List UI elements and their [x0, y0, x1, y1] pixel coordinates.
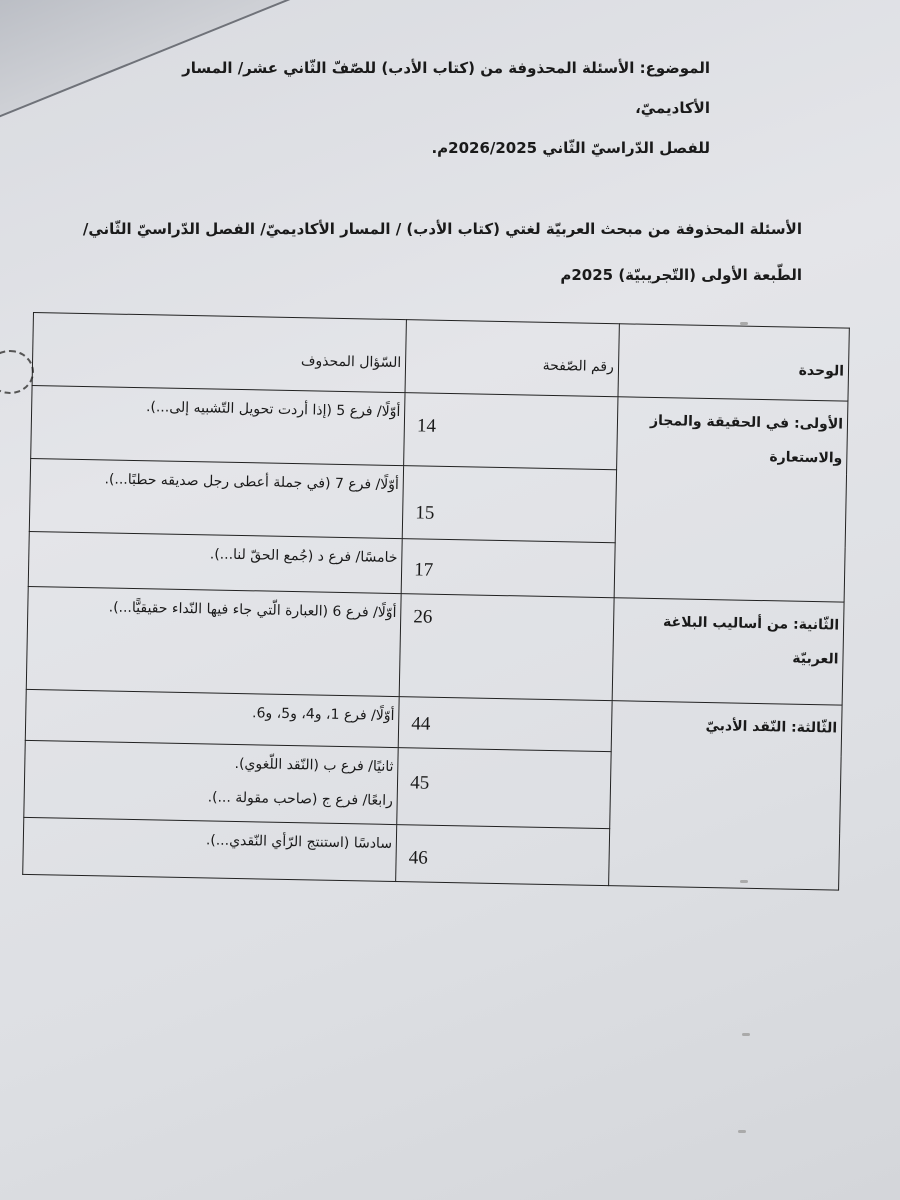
page-cell: 14: [404, 393, 618, 470]
header-page: رقم الصّفحة: [405, 320, 619, 397]
table-heading: [82, 206, 802, 298]
page-cell: 17: [401, 539, 615, 598]
subject-block: [110, 48, 710, 168]
page-cell: 45: [397, 748, 611, 829]
paper-speck: [742, 1033, 750, 1036]
deleted-questions-table: [22, 312, 850, 891]
question-cell: سادسًا (استنتج الرّأي النّقدي...).: [23, 817, 397, 881]
header-unit: الوحدة: [618, 324, 850, 401]
paper-speck: [738, 1130, 746, 1133]
question-cell: [24, 740, 399, 824]
question-cell: أوّلًا/ فرع 1، و4، و5، و6.: [25, 689, 399, 747]
heading-line: الأسئلة المحذوفة من مبحث العربيّة لغتي (كتاب الأدب) / المسار الأكاديميّ/ الفصل الدّراسيّ الثّاني/: [82, 220, 802, 238]
header-question: السّؤال المحذوف: [32, 313, 406, 393]
question-cell: أوّلًا/ فرع 6 (العبارة الّتي جاء فيها النّداء حقيقيًّا...).: [26, 586, 401, 696]
page-cell: 26: [399, 594, 614, 701]
unit-cell: الأولى: في الحقيقة والمجاز والاستعارة: [614, 397, 848, 602]
subject-line: للفصل الدّراسيّ الثّاني 2026/2025م.: [431, 139, 710, 157]
question-line: رابعًا/ فرع ج (صاحب مقولة ...).: [207, 789, 393, 809]
page-cell: 44: [398, 697, 612, 752]
page-cell: 46: [396, 825, 610, 886]
unit-cell: الثّانية: من أساليب البلاغة العربيّة: [612, 598, 844, 705]
heading-line: الطّبعة الأولى (التّجريبيّة) 2025م: [560, 266, 802, 284]
table-row: [26, 586, 844, 705]
subject-line: الموضوع: الأسئلة المحذوفة من (كتاب الأدب) للصّفّ الثّاني عشر/ المسار الأكاديميّ،: [182, 59, 710, 117]
question-cell: خامسًا/ فرع د (جُمع الحقّ لنا...).: [28, 531, 402, 593]
paper-speck: [740, 880, 748, 883]
paper-speck: [740, 322, 748, 325]
unit-cell: الثّالثة: النّقد الأدبيّ: [608, 701, 842, 890]
question-cell: أوّلًا/ فرع 5 (إذا أردت تحويل التّشبيه إلى...).: [31, 385, 405, 465]
question-line: ثانيًا/ فرع ب (النّقد اللّغوي).: [234, 755, 394, 776]
page-cell: 15: [402, 466, 616, 543]
question-cell: أوّلًا/ فرع 7 (في جملة أعطى رجل صديقه حطبًا...).: [29, 458, 403, 538]
